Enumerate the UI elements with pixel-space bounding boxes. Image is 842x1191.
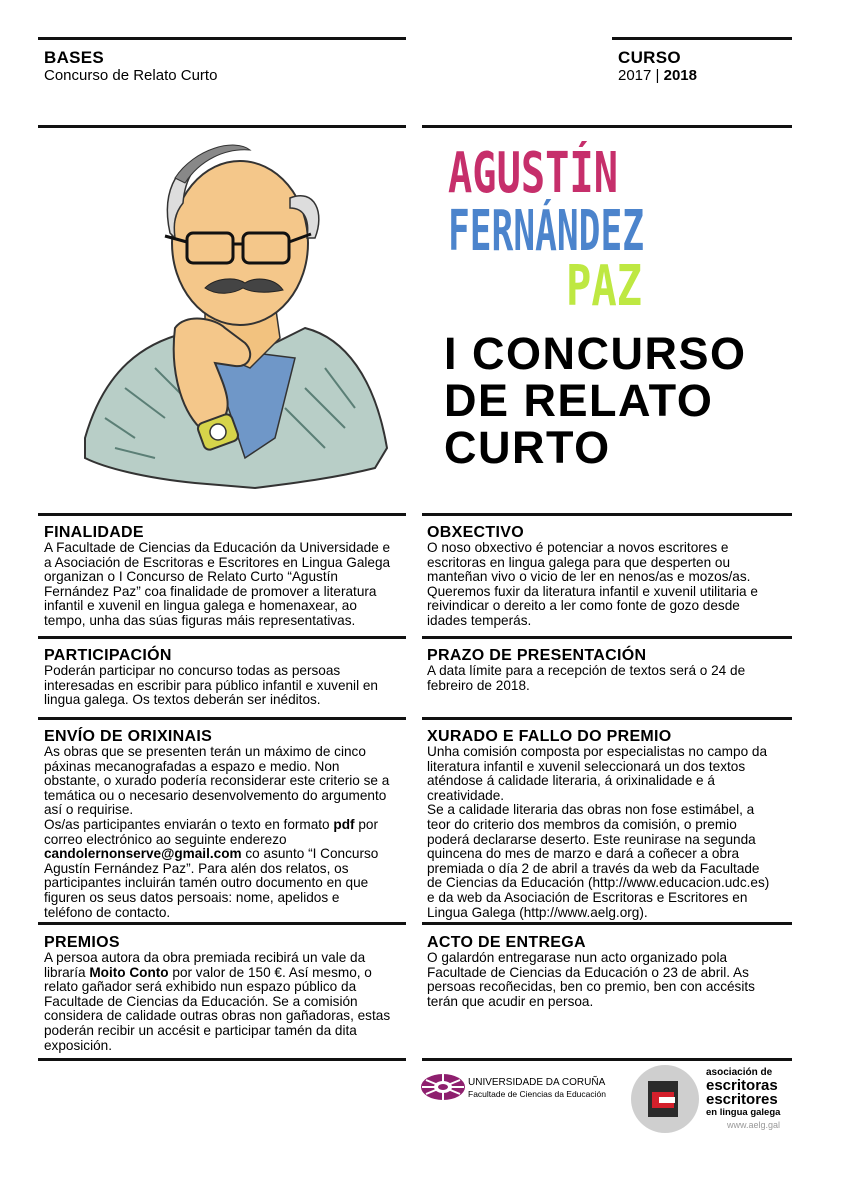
- rule-finalidade: [38, 513, 406, 516]
- name-logo: [448, 140, 648, 319]
- bookshop-name: Moito Conto: [89, 964, 169, 980]
- section-text: [44, 745, 406, 920]
- portrait-illustration: [75, 138, 395, 513]
- top-rule-right: [612, 37, 792, 40]
- text-line: O galardón entregarase nun acto organizado pola: [427, 950, 728, 965]
- text-line: Lingua Galega (http://www.aelg.org).: [427, 904, 648, 920]
- header-left-subtitle: Concurso de Relato Curto: [44, 67, 218, 84]
- text-line: A Facultade de Ciencias da Educación da Universidade e: [44, 540, 391, 555]
- text-line: Poderán participar no concurso todas as persoas: [44, 663, 341, 678]
- text-line: temática ou o necesario desenvolvemento do argumento: [44, 787, 387, 803]
- name-logo-art: [448, 140, 648, 319]
- text-line: obstante, o xurado podería reconsiderar este criterio se a: [44, 773, 390, 789]
- rule-acto: [422, 922, 792, 925]
- rule-prazo: [422, 636, 792, 639]
- top-rule-left: [38, 37, 406, 40]
- text-line: Facultade de Ciencias da Educación o 23 de abril. As: [427, 964, 749, 980]
- rule-xurado: [422, 717, 792, 720]
- aelg-line-1: asociación de: [706, 1067, 773, 1078]
- udc-emblem-icon: [420, 1072, 466, 1102]
- text-line: páxinas mecanografadas a espazo e medio. Non: [44, 758, 340, 774]
- email-link[interactable]: candolernonserve@gmail.com: [44, 846, 242, 862]
- year-start: 2017: [618, 67, 652, 84]
- text-line: exposición.: [44, 1037, 113, 1053]
- text-line: libraría: [44, 964, 90, 980]
- section-title: ACTO DE ENTREGA: [427, 934, 586, 951]
- aelg-logo: [630, 1064, 790, 1136]
- section-text: [44, 541, 406, 629]
- section-title: FINALIDADE: [44, 524, 144, 541]
- text-line: creatividade.: [427, 787, 505, 803]
- section-text: [427, 951, 792, 1009]
- aelg-web[interactable]: www.aelg.gal: [726, 1120, 780, 1130]
- text-line: interesadas en escribir para público infantil e xuvenil en: [44, 677, 378, 693]
- text-line: idades temperás.: [427, 612, 532, 628]
- text-line: teléfono de contacto.: [44, 904, 171, 920]
- text-line: e da web da Asociación de Escritoras e Escritores en: [427, 889, 748, 905]
- section-title: XURADO E FALLO DO PREMIO: [427, 728, 672, 745]
- section-envio: [44, 729, 406, 920]
- section-text: [44, 664, 406, 708]
- text-line: manteñan vivo o vicio de ler en nenos/as e mozos/as.: [427, 569, 751, 585]
- text-line: Se a calidade literaria das obras non fose estimábel, a: [427, 802, 755, 818]
- udc-faculty: Facultade de Ciencias da Educación: [468, 1089, 606, 1099]
- text-line: Unha comisión composta por especialistas no campo da: [427, 744, 768, 759]
- section-xurado: [427, 729, 792, 920]
- text-line: Facultade de Ciencias da Educación. Se a comisión: [44, 993, 358, 1009]
- year-end: 2018: [663, 67, 697, 84]
- text-line: poderán recibir un accésit e participar tamén da dita: [44, 1022, 357, 1038]
- text-line: a Asociación de Escritoras e Escritores en Lingua Galega: [44, 554, 391, 570]
- main-title-line-1: I CONCURSO: [444, 328, 747, 379]
- main-title-line-3: CURTO: [444, 422, 611, 473]
- rule-bottom-left: [38, 1058, 406, 1061]
- main-title-line-2: DE RELATO: [444, 375, 714, 426]
- header-left: [44, 49, 217, 84]
- text-line: organizan o I Concurso de Relato Curto “Agustín: [44, 569, 338, 585]
- text-line: por valor de 150 €. Así mesmo, o: [168, 964, 372, 980]
- aelg-line-4: en lingua galega: [706, 1107, 781, 1118]
- udc-logo: [420, 1070, 610, 1106]
- text-line: O noso obxectivo é potenciar a novos escritores e: [427, 540, 729, 555]
- text-line: infantil e xuvenil en lingua galega e homenaxear, ao: [44, 598, 357, 614]
- section-title: OBXECTIVO: [427, 524, 524, 541]
- section-acto: [427, 935, 792, 1009]
- logo-line-paz: PAZ: [566, 254, 642, 319]
- text-line: poderá declararse deserto. Este reunirase na segunda: [427, 831, 756, 847]
- rule-premios: [38, 922, 406, 925]
- section-title: PARTICIPACIÓN: [44, 647, 172, 664]
- section-prazo: [427, 648, 792, 693]
- text-line: relato gañador será exhibido nun espazo público da: [44, 979, 357, 995]
- text-line: participantes incluirán tamén outro documento en que: [44, 875, 369, 891]
- section-title: PREMIOS: [44, 934, 120, 951]
- text-line: premiada o día 2 de abril a través da web da Facultade: [427, 860, 760, 876]
- text-line: por: [354, 816, 378, 832]
- text-line: Queremos fuxir da literatura infantil e xuvenil utilitaria e: [427, 583, 758, 599]
- text-line: co asunto “I Concurso: [241, 846, 379, 862]
- header-rule-right: [422, 125, 792, 128]
- text-line: lingua galega. Os textos deberán ser inéditos.: [44, 692, 321, 708]
- section-finalidade: [44, 525, 406, 629]
- section-participacion: [44, 648, 406, 708]
- header-rule-left: [38, 125, 406, 128]
- text-line: así o requirise.: [44, 802, 134, 818]
- text-line: figuren os seus datos persoais: nome, apelidos e: [44, 889, 340, 905]
- section-title: PRAZO DE PRESENTACIÓN: [427, 647, 647, 664]
- text-line: A persoa autora da obra premiada recibirá un vale da: [44, 950, 366, 965]
- header-right-title: CURSO: [618, 48, 681, 67]
- section-title: ENVÍO DE ORIXINAIS: [44, 728, 213, 745]
- section-text: [44, 951, 406, 1053]
- text-line: Agustín Fernández Paz”. Para alén dos relatos, os: [44, 860, 349, 876]
- text-line: correo electrónico ao seguinte enderezo: [44, 831, 287, 847]
- aelg-line-3: escritores: [706, 1091, 778, 1108]
- section-text: [427, 745, 792, 920]
- text-line: Os/as participantes enviarán o texto en formato: [44, 816, 334, 832]
- aelg-line-2: escritoras: [706, 1077, 778, 1094]
- udc-name: UNIVERSIDADE DA CORUÑA: [468, 1077, 606, 1088]
- section-text: [427, 541, 792, 629]
- text-line: literatura infantil e xuvenil seleccionará un dos textos: [427, 758, 746, 774]
- text-line: de Ciencias da Educación (http://www.educacion.udc.es): [427, 875, 770, 891]
- format-pdf: pdf: [333, 816, 355, 832]
- header-year: [618, 67, 697, 84]
- text-line: reivindicar o dereito a ler como fonte de gozo desde: [427, 598, 740, 614]
- section-text: [427, 664, 792, 693]
- text-line: aténdose á calidade literaria, á orixinalidade e á: [427, 773, 715, 789]
- text-line: persoas recoñecidas, ben co premio, ben con accésits: [427, 979, 755, 995]
- text-line: tempo, unha das súas figuras máis representativas.: [44, 612, 356, 628]
- year-separator: |: [651, 67, 664, 84]
- text-line: febreiro de 2018.: [427, 677, 530, 693]
- text-line: As obras que se presenten terán un máximo de cinco: [44, 744, 366, 759]
- text-line: A data límite para a recepción de textos será o 24 de: [427, 663, 746, 678]
- rule-bottom-right: [422, 1058, 792, 1061]
- main-title: [444, 330, 747, 471]
- logo-line-agustin: AGUSTÍN: [448, 141, 618, 206]
- rule-envio: [38, 717, 406, 720]
- text-line: quincena do mes de marzo e dará a coñecer a obra: [427, 846, 740, 862]
- header-right: [618, 49, 697, 84]
- header-left-title: BASES: [44, 48, 105, 67]
- section-premios: [44, 935, 406, 1053]
- text-line: terán que acudir en persoa.: [427, 993, 594, 1009]
- logo-line-fernandez: FERNÁNDEZ: [448, 199, 644, 264]
- rule-participacion: [38, 636, 406, 639]
- text-line: Fernández Paz” coa finalidade de promover a literatura: [44, 583, 377, 599]
- section-obxectivo: [427, 525, 792, 629]
- aelg-emblem-icon: [630, 1064, 700, 1134]
- rule-obxectivo: [422, 513, 792, 516]
- text-line: teor do criterio dos membros da comisión, o premio: [427, 816, 737, 832]
- text-line: escritoras en lingua galega para que desperten ou: [427, 554, 731, 570]
- aelg-text: [706, 1067, 780, 1131]
- text-line: considera de calidade outras obras non gañadoras, estas: [44, 1008, 391, 1024]
